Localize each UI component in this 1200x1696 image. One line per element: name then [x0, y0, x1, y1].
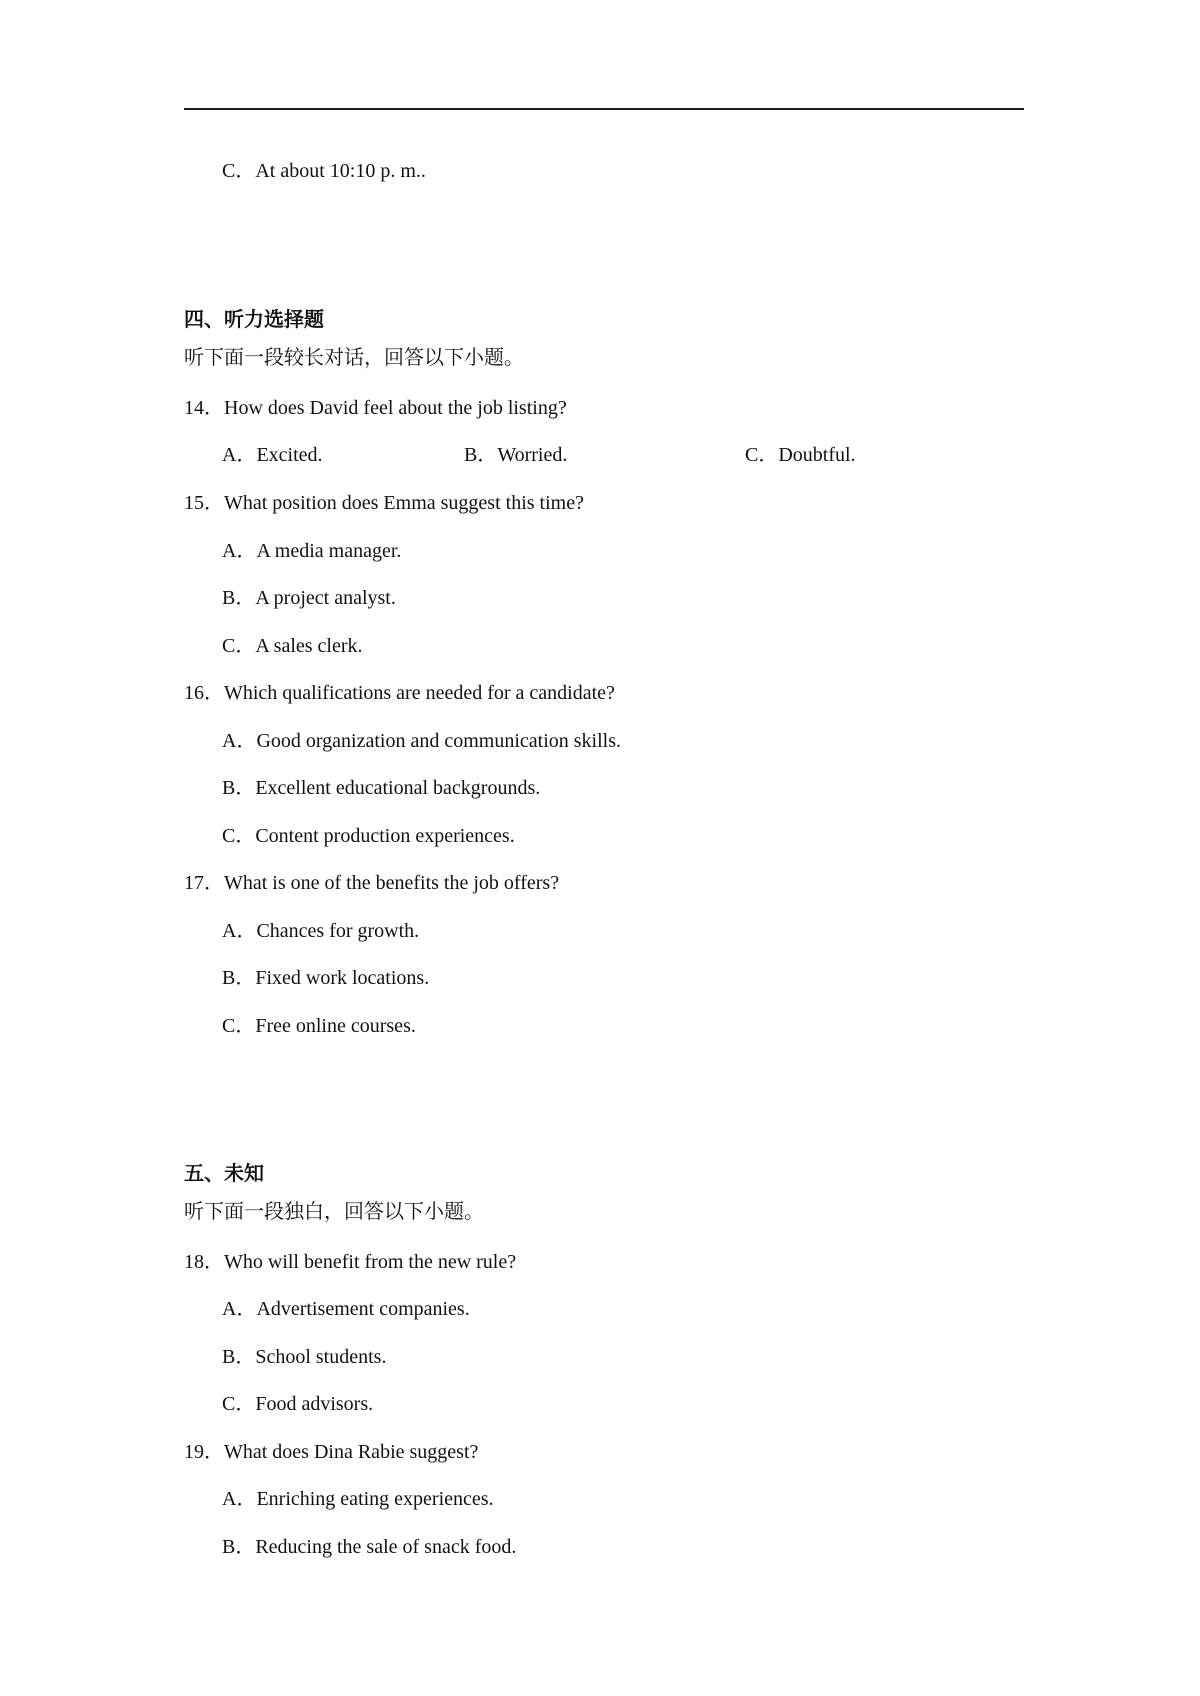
section-4-title: 四、听力选择题	[184, 309, 324, 331]
option-17-a: A．Chances for growth.	[222, 920, 420, 942]
option-14-c: C．Doubtful.	[745, 444, 856, 466]
option-16-b: B．Excellent educational backgrounds.	[222, 777, 541, 799]
option-13-c: C．At about 10:10 p. m..	[222, 160, 426, 182]
question-18: 18．Who will benefit from the new rule?	[184, 1251, 517, 1273]
option-15-a: A．A media manager.	[222, 540, 402, 562]
option-18-b: B．School students.	[222, 1346, 387, 1368]
question-15: 15．What position does Emma suggest this time?	[184, 492, 584, 514]
section-4-instruction: 听下面一段较长对话，回答以下小题。	[184, 347, 524, 369]
option-17-b: B．Fixed work locations.	[222, 967, 430, 989]
question-19: 19．What does Dina Rabie suggest?	[184, 1441, 479, 1463]
option-16-c: C．Content production experiences.	[222, 825, 515, 847]
option-17-c: C．Free online courses.	[222, 1015, 416, 1037]
option-18-c: C．Food advisors.	[222, 1393, 374, 1415]
header-rule	[184, 108, 1024, 110]
section-5-instruction: 听下面一段独白，回答以下小题。	[184, 1201, 484, 1223]
option-15-b: B．A project analyst.	[222, 587, 396, 609]
question-17: 17．What is one of the benefits the job offers?	[184, 872, 560, 894]
option-15-c: C．A sales clerk.	[222, 635, 363, 657]
option-14-a: A．Excited.	[222, 444, 323, 466]
option-19-b: B．Reducing the sale of snack food.	[222, 1536, 517, 1558]
option-19-a: A．Enriching eating experiences.	[222, 1488, 494, 1510]
question-16: 16．Which qualifications are needed for a candidate?	[184, 682, 615, 704]
option-14-b: B．Worried.	[464, 444, 568, 466]
question-14: 14．How does David feel about the job listing?	[184, 397, 567, 419]
option-16-a: A．Good organization and communication skills.	[222, 730, 622, 752]
option-18-a: A．Advertisement companies.	[222, 1298, 470, 1320]
section-5-title: 五、未知	[184, 1163, 264, 1185]
